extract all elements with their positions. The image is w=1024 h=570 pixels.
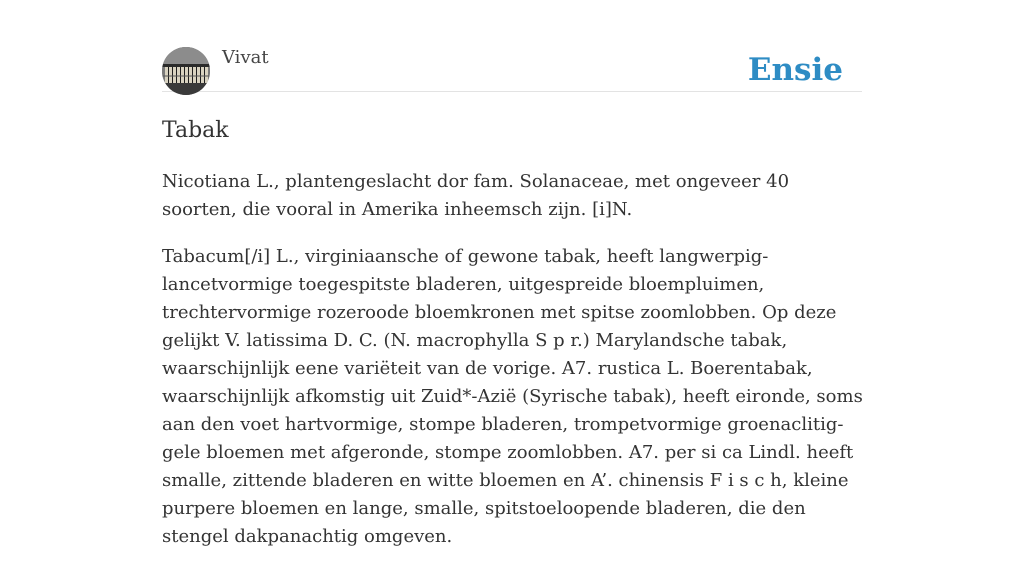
article-paragraph: Nicotiana L., plantengeslacht dor fam. Solanaceae, met ongeveer 40 soorten, die vooral in Amerika inheemsch zijn. [i]N.	[162, 171, 790, 220]
article-body	[162, 168, 864, 570]
brand-logo[interactable]: Ensie	[747, 52, 843, 88]
source-avatar[interactable]	[162, 47, 210, 95]
header	[162, 0, 862, 92]
article-paragraph: Tabacum[/i] L., virginiaansche of gewone tabak, heeft langwerpig-lancetvormige toegespitste bladeren, uitgespreide bloempluimen, trechtervormige rozeroode bloemkronen met spitse zoomlobben. Op deze gelijkt V. latissima D. C. (N. macrophylla S p r.) Marylandsche tabak, waarschijnlijk eene variëteit van de vorige. A7. rustica L. Boerentabak, waarschijnlijk afkomstig uit Zuid*-Azië (Syrische tabak), heeft eironde, soms aan den voet hartvormige, stompe bladeren, trompetvormige groenaclitig-gele bloemen met afgeronde, stompe zoomlobben. A7. per si ca Lindl. heeft smalle, zittende bladeren en witte bloemen en A’. chinensis F i s c h, kleine purpere bloemen en lange, smalle, spitstoeloopende bladeren, die den stengel dakpanachtig omgeven.	[162, 246, 863, 547]
article-title: Tabak	[162, 118, 229, 143]
source-name[interactable]: Vivat	[222, 47, 269, 68]
bookshelf-icon	[162, 47, 210, 95]
page	[162, 0, 863, 547]
